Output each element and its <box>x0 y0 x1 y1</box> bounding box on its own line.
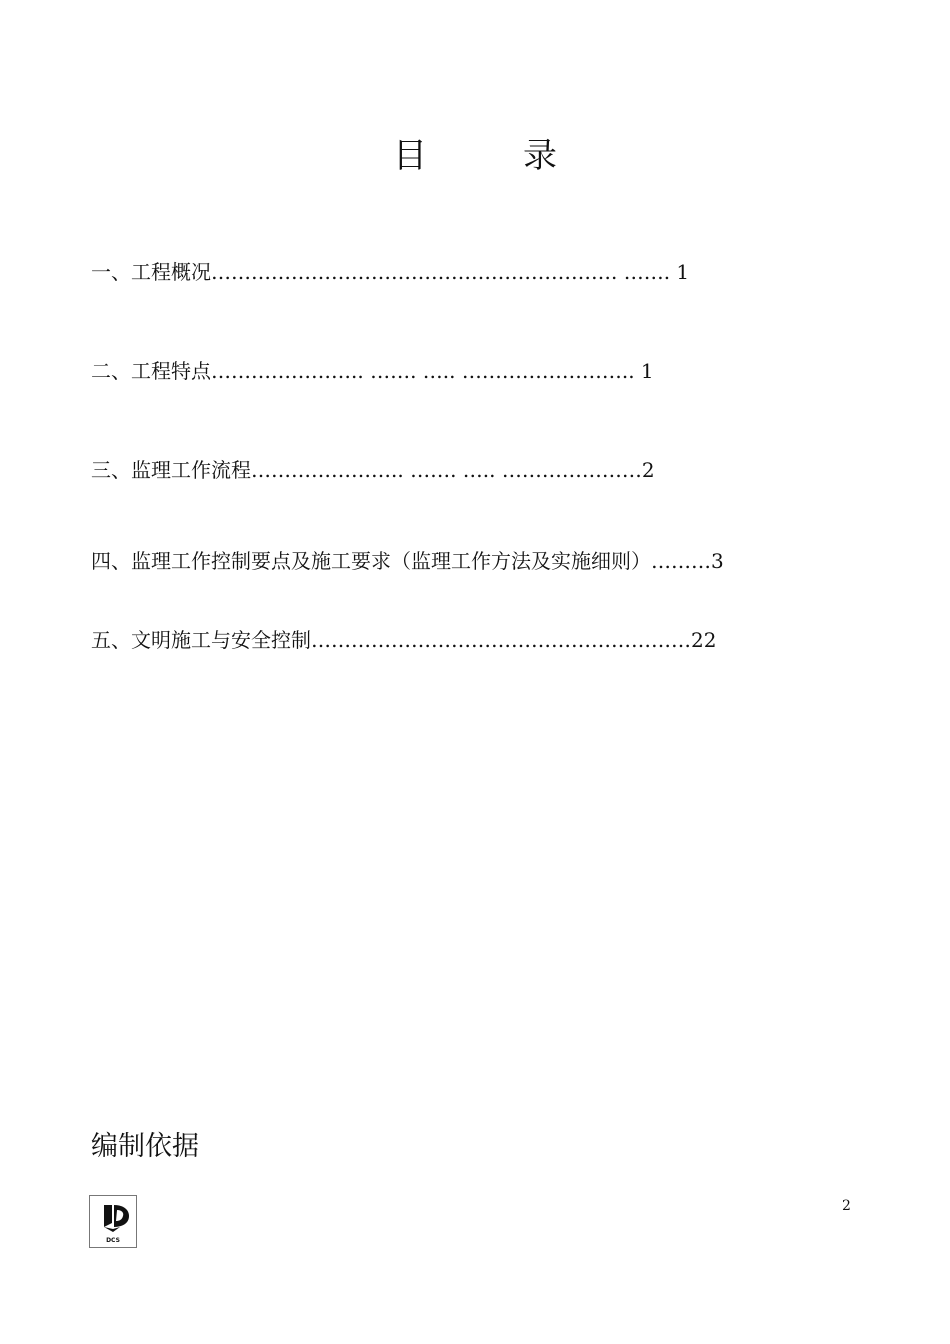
toc-entry-leader: ………………….. ……. ….. ………………… <box>251 458 642 482</box>
logo-text: DCS <box>106 1237 120 1244</box>
toc-entry-page: 1 <box>634 359 654 383</box>
toc-entry-leader: ………………………………………………… <box>311 628 691 652</box>
toc-entry-leader: ……… <box>651 549 711 573</box>
toc-entry-page: 22 <box>691 628 717 652</box>
title-char-2: 录 <box>523 136 557 176</box>
title-char-1: 目 <box>393 136 427 176</box>
toc-entry-label: 五、文明施工与安全控制 <box>91 628 311 652</box>
toc-entry-1[interactable] <box>91 256 689 285</box>
toc-entry-4[interactable] <box>91 545 724 574</box>
dcs-logo-icon <box>89 1195 137 1248</box>
toc-entry-leader: ………………….. ……. ….. …………………….. <box>211 359 635 383</box>
section-heading: 编制依据 <box>91 1131 199 1162</box>
page-number: 2 <box>842 1198 851 1214</box>
toc-entry-label: 三、监理工作流程 <box>91 458 251 482</box>
page-title <box>0 128 950 177</box>
toc-entry-label: 二、工程特点 <box>91 359 211 383</box>
toc-entry-label: 四、监理工作控制要点及施工要求（监理工作方法及实施细则） <box>91 549 651 573</box>
toc-entry-leader: ……………………………………………………. ……. <box>211 260 671 284</box>
toc-entry-3[interactable] <box>91 454 655 483</box>
toc-entry-page: 1 <box>670 260 690 284</box>
toc-entry-page: 2 <box>641 458 655 482</box>
toc-entry-page: 3 <box>711 549 724 573</box>
toc-entry-5[interactable] <box>91 624 716 653</box>
toc-entry-label: 一、工程概况 <box>91 260 211 284</box>
toc-entry-2[interactable] <box>91 355 654 384</box>
